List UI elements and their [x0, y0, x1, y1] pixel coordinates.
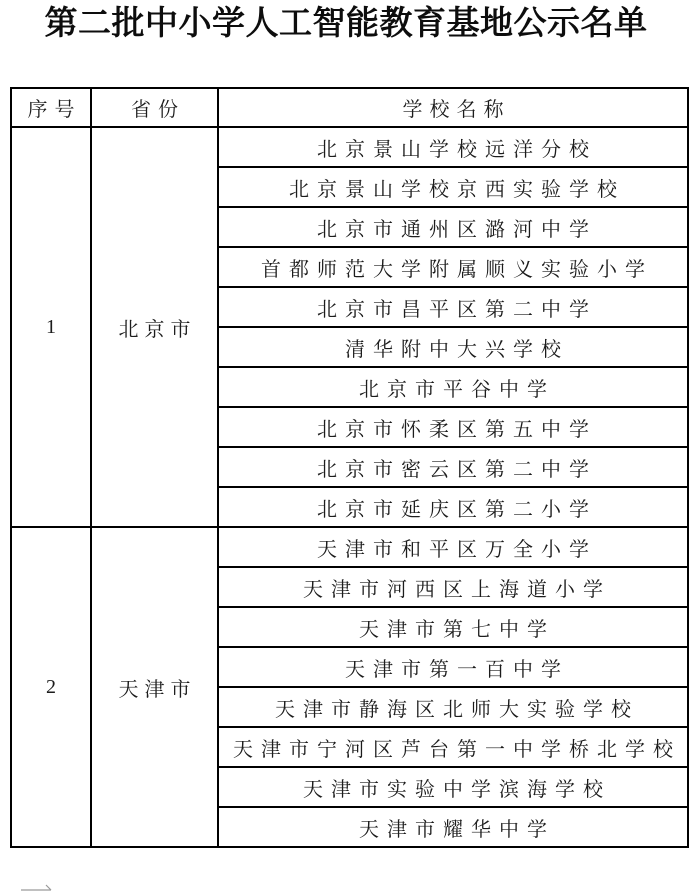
school-cell: 天津市第一百中学 — [218, 647, 688, 687]
school-cell: 北京市延庆区第二小学 — [218, 487, 688, 527]
school-cell: 首都师范大学附属顺义实验小学 — [218, 247, 688, 287]
header-cell-school: 学校名称 — [218, 88, 688, 127]
school-cell: 天津市第七中学 — [218, 607, 688, 647]
table-row — [11, 527, 688, 567]
school-cell: 天津市静海区北师大实验学校 — [218, 687, 688, 727]
page-title: 第二批中小学人工智能教育基地公示名单 — [44, 6, 648, 42]
table-row — [11, 127, 688, 167]
school-cell: 天津市宁河区芦台第一中学桥北学校 — [218, 727, 688, 767]
school-cell: 天津市和平区万全小学 — [218, 527, 688, 567]
school-cell: 北京市昌平区第二中学 — [218, 287, 688, 327]
province-cell: 天津市 — [91, 527, 218, 847]
school-cell: 北京景山学校京西实验学校 — [218, 167, 688, 207]
province-cell: 北京市 — [91, 127, 218, 527]
school-cell: 清华附中大兴学校 — [218, 327, 688, 367]
school-cell: 天津市耀华中学 — [218, 807, 688, 847]
header-cell-index: 序号 — [11, 88, 91, 127]
arrow-mark — [20, 883, 56, 893]
school-cell: 天津市实验中学滨海学校 — [218, 767, 688, 807]
school-cell: 天津市河西区上海道小学 — [218, 567, 688, 607]
seq-cell: 1 — [11, 127, 91, 527]
school-cell: 北京市密云区第二中学 — [218, 447, 688, 487]
table-header — [11, 88, 688, 127]
school-cell: 北京市怀柔区第五中学 — [218, 407, 688, 447]
school-table — [10, 87, 689, 848]
header-row — [11, 88, 688, 127]
school-cell: 北京市平谷中学 — [218, 367, 688, 407]
seq-cell: 2 — [11, 527, 91, 847]
school-cell: 北京市通州区潞河中学 — [218, 207, 688, 247]
school-cell: 北京景山学校远洋分校 — [218, 127, 688, 167]
header-cell-province: 省份 — [91, 88, 218, 127]
table-body — [11, 127, 688, 847]
